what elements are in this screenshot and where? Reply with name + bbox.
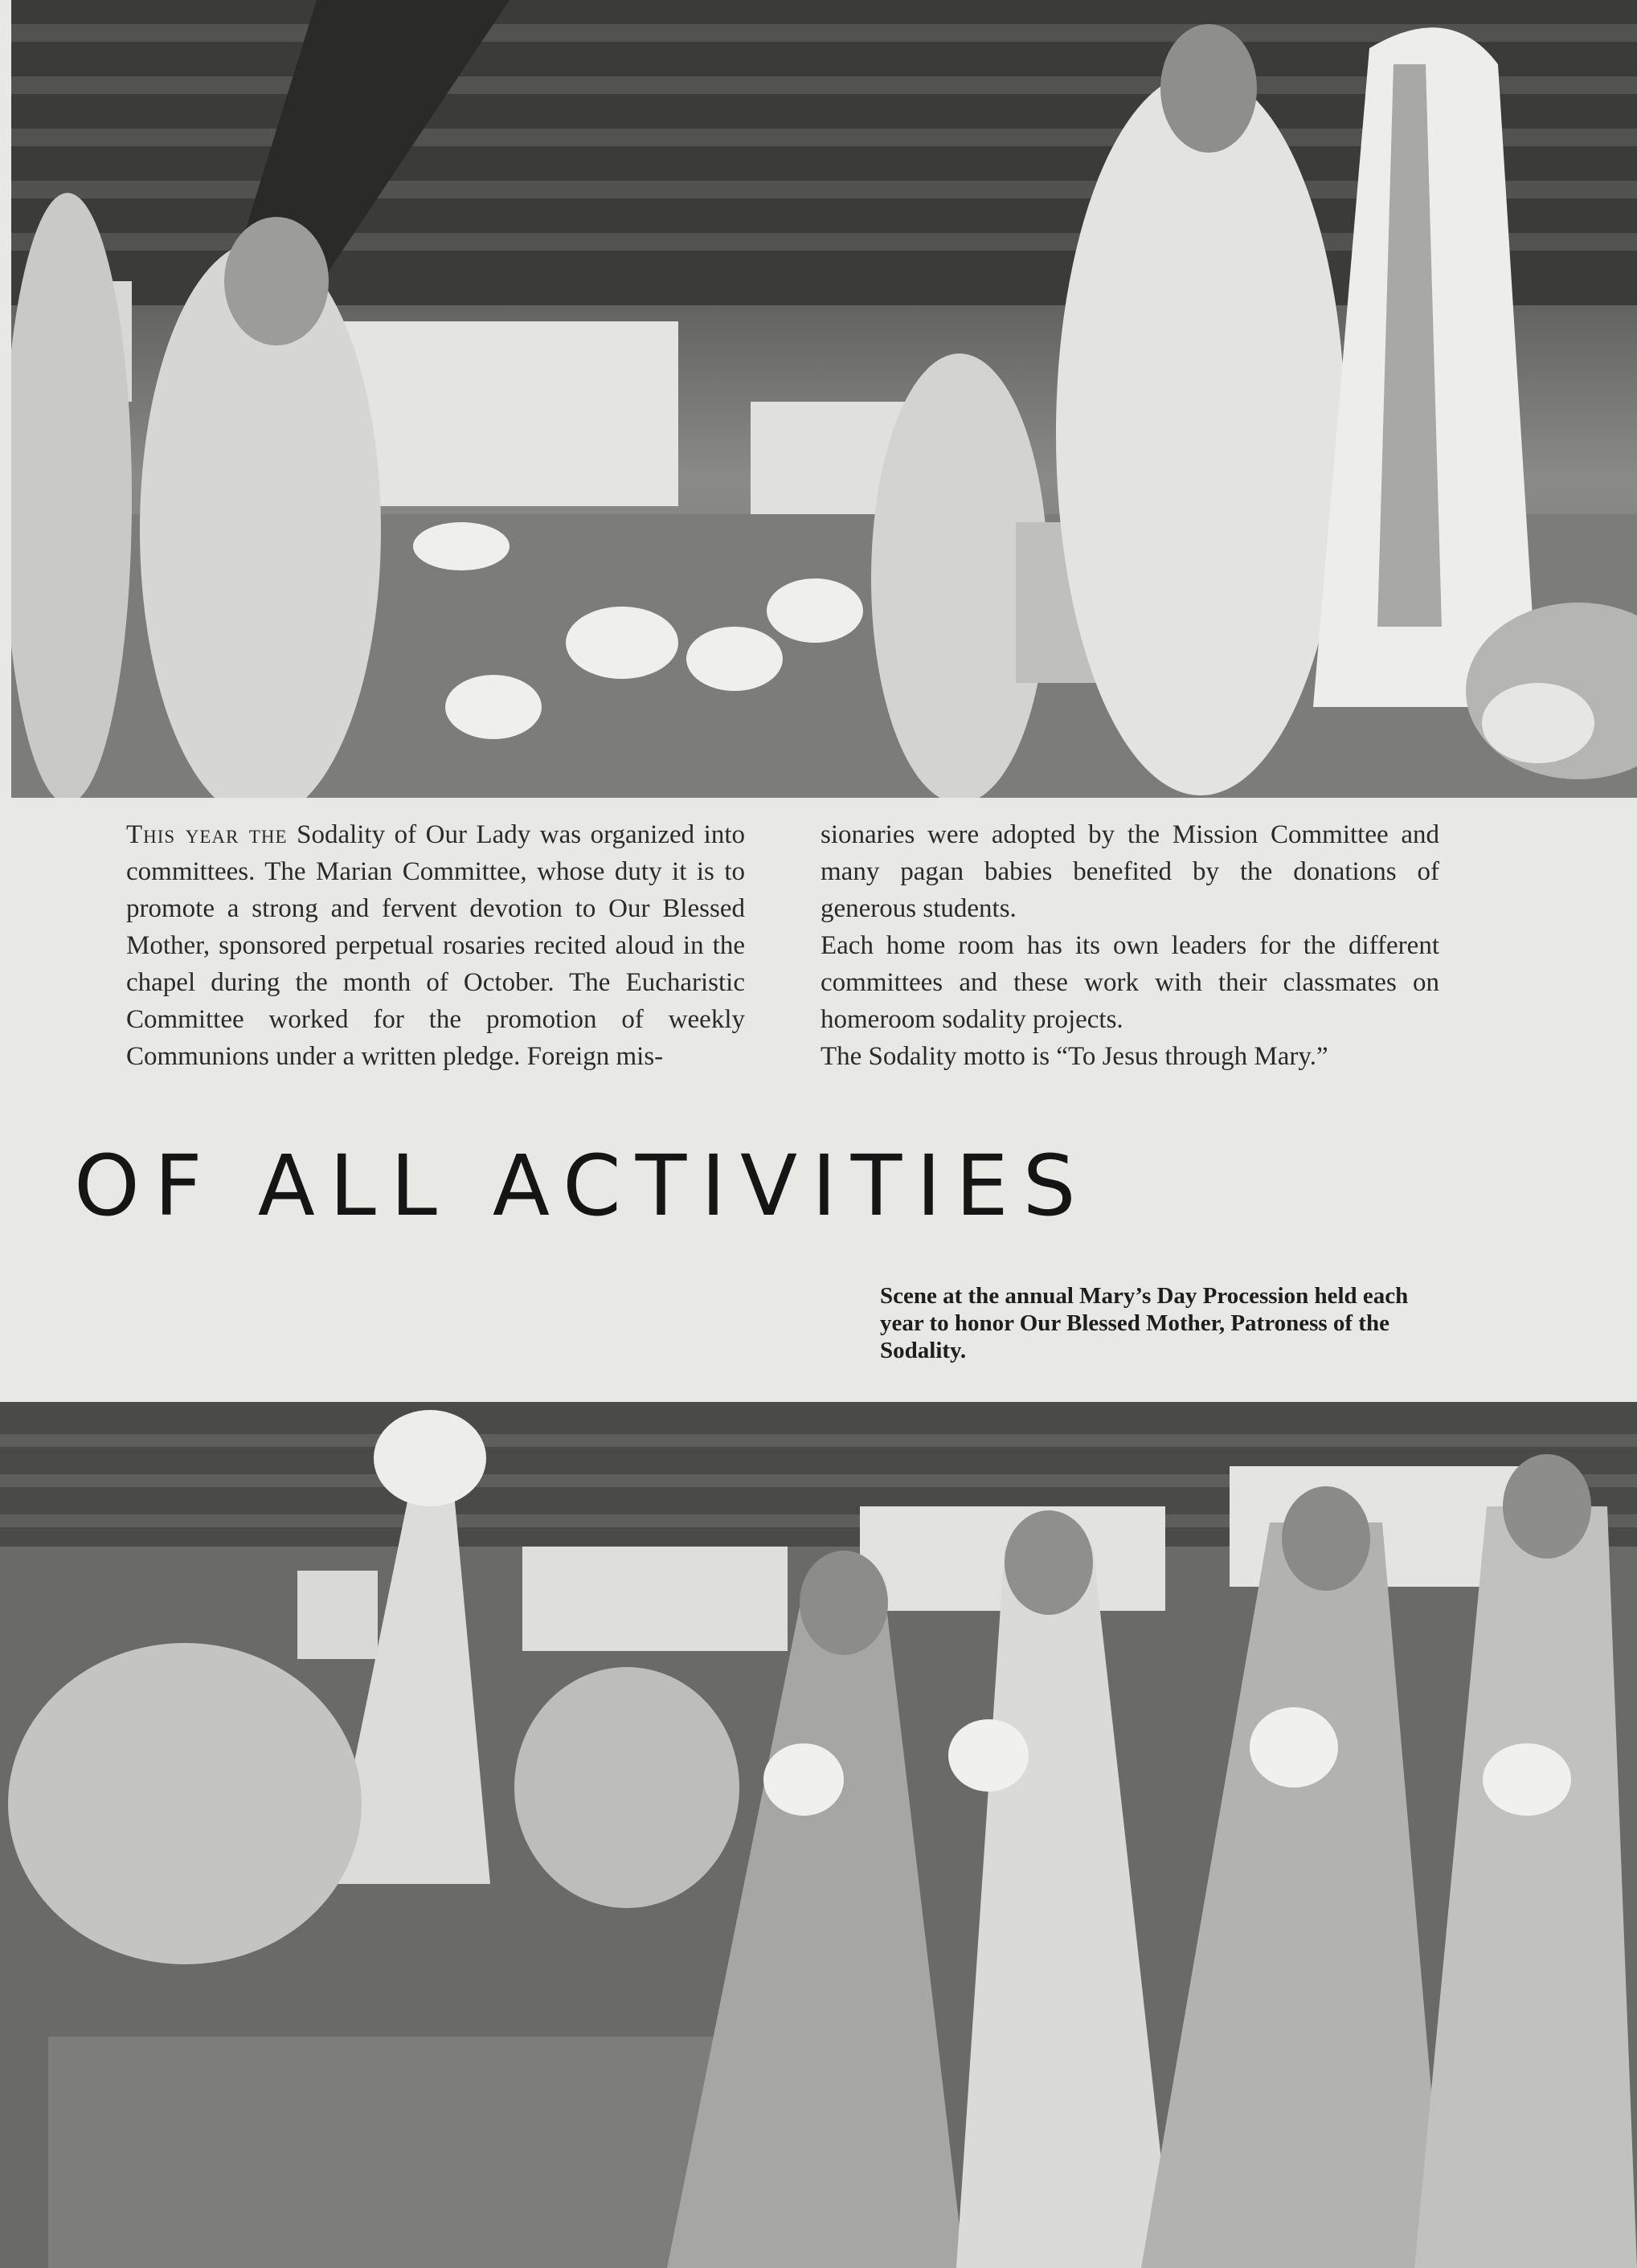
body-paragraph: The Sodality motto is “To Jesus through Mary.” [821,1042,1328,1071]
photo-procession-girls-icon [0,1402,1637,2268]
photo-caption: Scene at the annual Mary’s Day Procession held each year to honor Our Blessed Mother, Patroness of the Sodality. [880,1283,1409,1363]
body-paragraph: sionaries were adopted by the Mission Committee and many pagan babies benefited by the donations of generous students. [821,820,1439,923]
body-paragraph: Each home room has its own leaders for the different committees and these work with their classmates on homeroom sodality projects. [821,931,1439,1034]
body-text-right [821,816,1439,1075]
section-title: OF ALL ACTIVITIES [74,1137,1091,1235]
body-text-left [126,816,745,1075]
body-text-left-rest: Sodality of Our Lady was organized into committees. The Marian Committee, whose duty it is to promote a strong and fervent devotion to Our Blessed Mother, sponsored perpetual rosaries recited aloud in the chapel during the month of October. The Eucharistic Committee worked for the promotion of weekly Communions under a written pledge. Foreign mis- [126,820,745,1071]
lead-in: This year the [126,820,288,849]
photo-procession-girls [0,1402,1637,2268]
photo-crowning-statue [11,0,1637,798]
body-paragraph [126,816,745,1075]
photo-crowning-statue-icon [11,0,1637,798]
